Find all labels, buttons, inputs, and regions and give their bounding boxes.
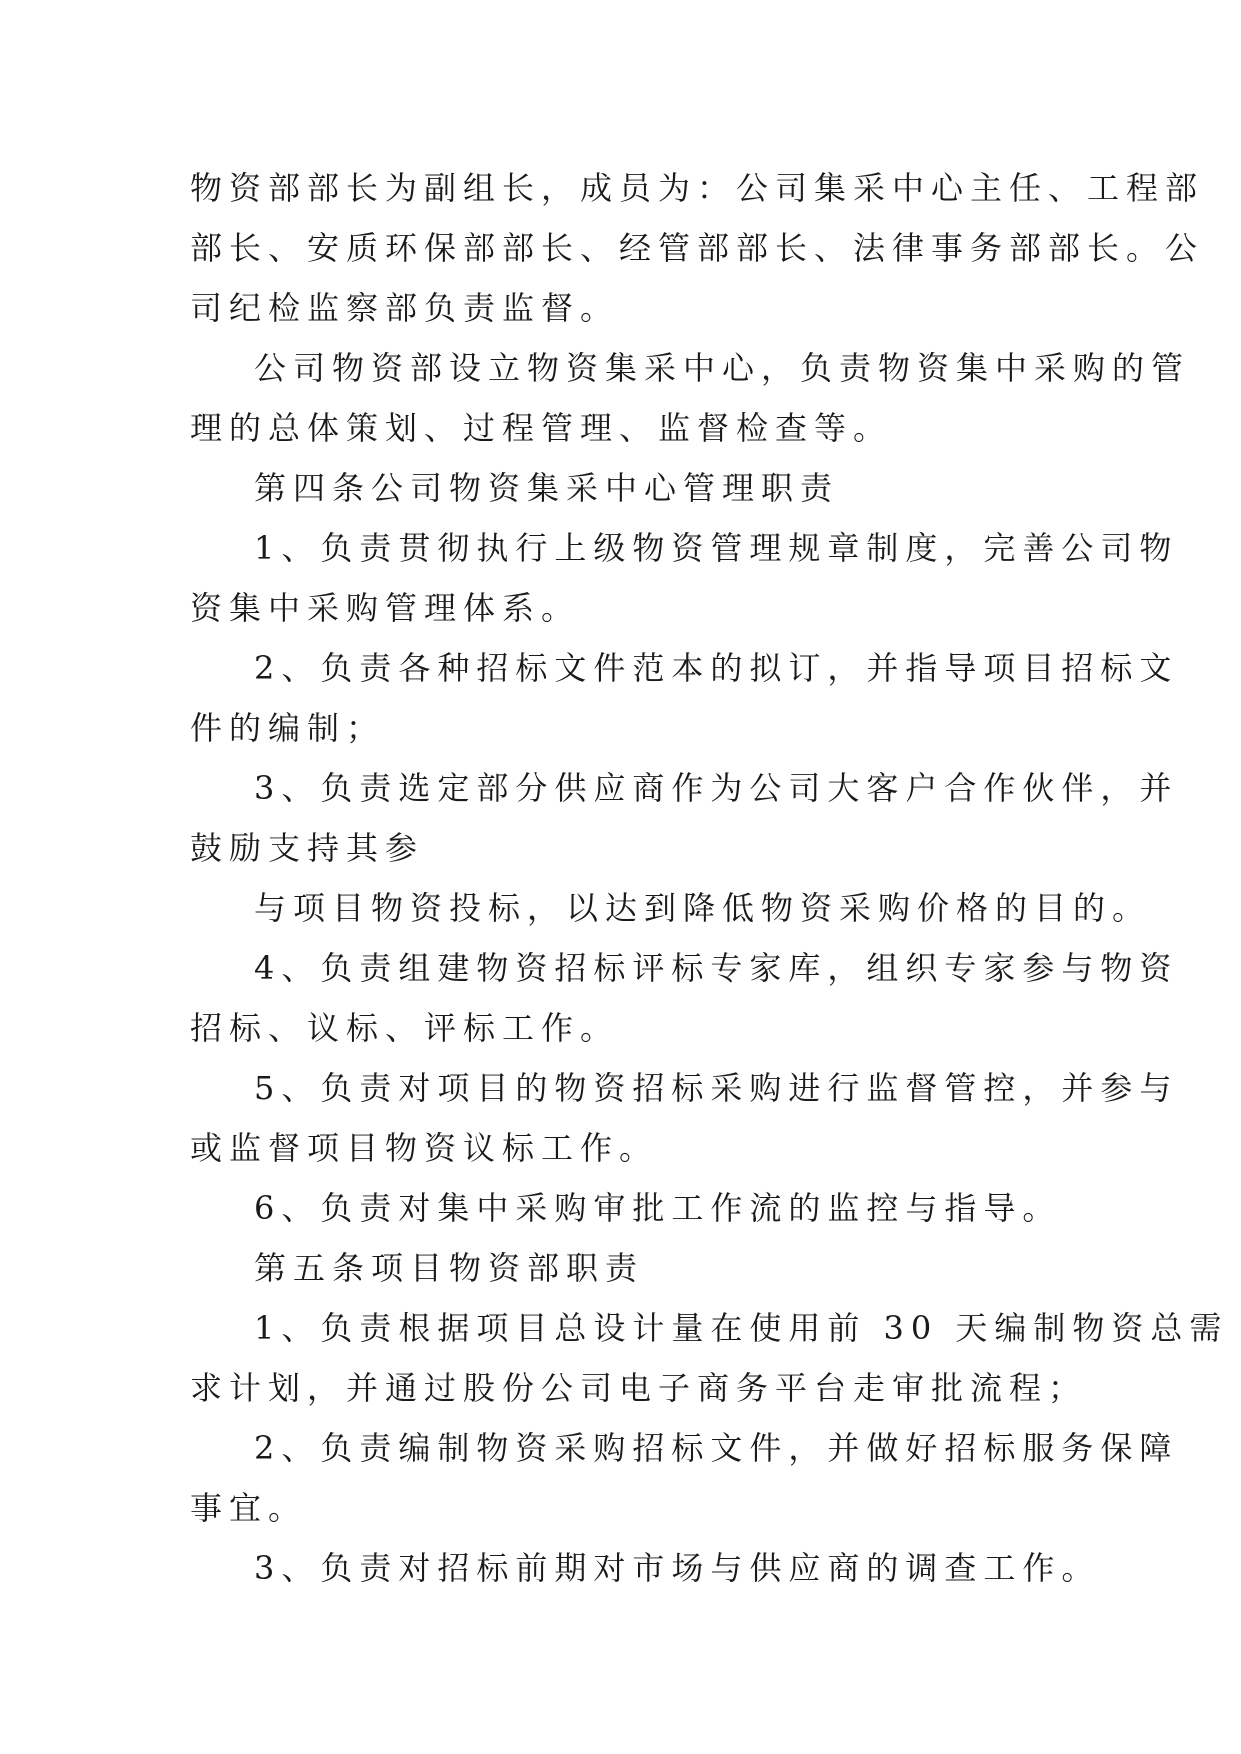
paragraph — [190, 518, 1179, 638]
text-line: 部长、安质环保部部长、经管部部长、法律事务部部长。公 — [190, 229, 1205, 267]
text-line: 司纪检监察部负责监督。 — [190, 289, 620, 327]
text-line: 3、负责对招标前期对市场与供应商的调查工作。 — [254, 1549, 1101, 1587]
paragraph — [190, 338, 1191, 458]
text-line: 公司物资部设立物资集采中心，负责物资集中采购的管 — [254, 349, 1191, 387]
text-line: 5、负责对项目的物资招标采购进行监督管控，并参与 — [254, 1069, 1179, 1107]
text-line: 事宜。 — [190, 1489, 308, 1527]
paragraph — [190, 758, 1179, 878]
text-line: 1、负责根据项目总设计量在使用前 30 天编制物资总需 — [254, 1309, 1229, 1347]
text-line: 物资部部长为副组长，成员为：公司集采中心主任、工程部 — [190, 169, 1205, 207]
text-line: 1、负责贯彻执行上级物资管理规章制度，完善公司物 — [254, 529, 1179, 567]
text-line: 理的总体策划、过程管理、监督检查等。 — [190, 409, 893, 447]
text-line: 与项目物资投标，以达到降低物资采购价格的目的。 — [254, 889, 1152, 927]
text-line: 件的编制； — [190, 709, 386, 747]
paragraph — [190, 878, 1152, 938]
text-line: 4、负责组建物资招标评标专家库，组织专家参与物资 — [254, 949, 1179, 987]
paragraph — [190, 1418, 1179, 1538]
text-line: 第五条项目物资部职责 — [254, 1249, 645, 1287]
text-line: 招标、议标、评标工作。 — [190, 1009, 620, 1047]
paragraph — [190, 1538, 1101, 1598]
paragraph — [190, 458, 1052, 518]
paragraph — [190, 1178, 1062, 1238]
text-line: 资集中采购管理体系。 — [190, 589, 581, 627]
paragraph — [190, 1238, 1052, 1298]
text-line: 2、负责编制物资采购招标文件，并做好招标服务保障 — [254, 1429, 1179, 1467]
text-line: 3、负责选定部分供应商作为公司大客户合作伙伴，并 — [254, 769, 1179, 807]
text-line: 或监督项目物资议标工作。 — [190, 1129, 659, 1167]
paragraph — [190, 1298, 1229, 1418]
text-line: 2、负责各种招标文件范本的拟订，并指导项目招标文 — [254, 649, 1179, 687]
text-line: 第四条公司物资集采中心管理职责 — [254, 469, 840, 507]
document-body — [190, 158, 1229, 1598]
paragraph — [190, 938, 1179, 1058]
paragraph — [190, 1058, 1179, 1178]
text-line: 求计划，并通过股份公司电子商务平台走审批流程； — [190, 1369, 1088, 1407]
paragraph — [190, 158, 1205, 338]
text-line: 6、负责对集中采购审批工作流的监控与指导。 — [254, 1189, 1062, 1227]
paragraph — [190, 638, 1179, 758]
text-line: 鼓励支持其参 — [190, 829, 425, 867]
